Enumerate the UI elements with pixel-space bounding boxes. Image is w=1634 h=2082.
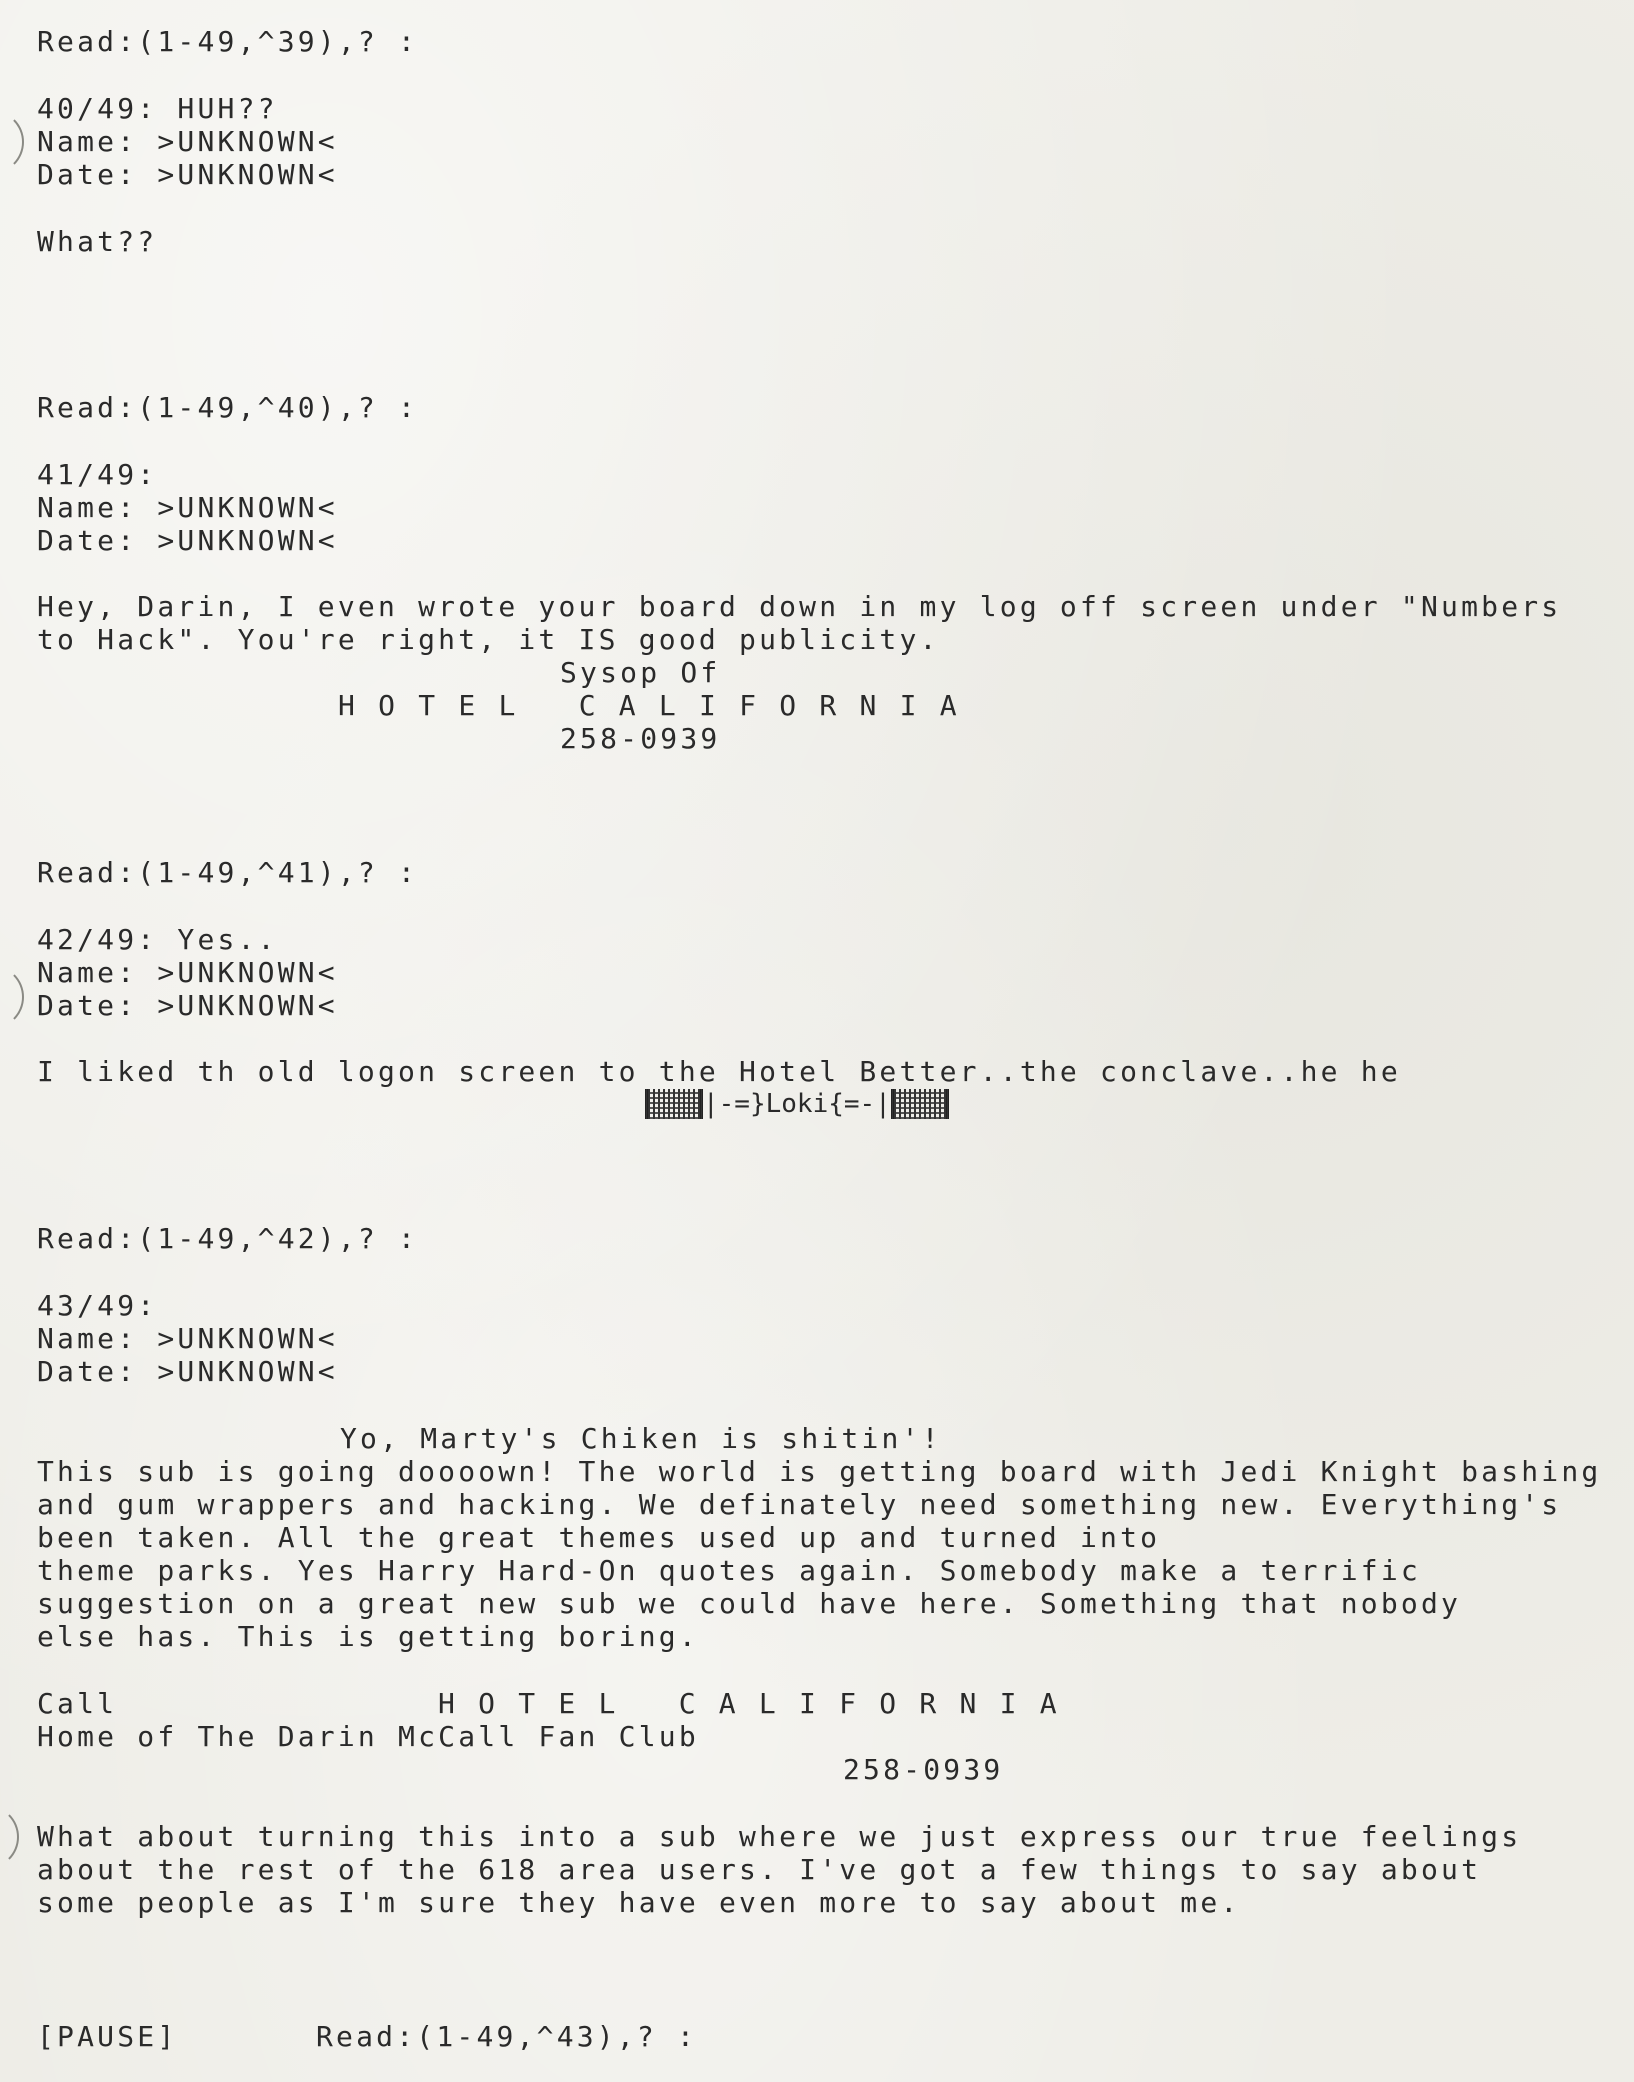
message-date: Date: >UNKNOWN< (37, 158, 338, 191)
message-body-line: suggestion on a great new sub we could have here. Something that nobody (37, 1587, 1462, 1620)
message-body-line: been taken. All the great themes used up and turned into (37, 1521, 1161, 1554)
punch-hole-mark (0, 1805, 19, 1869)
message-date: Date: >UNKNOWN< (37, 989, 338, 1022)
message-header: 42/49: Yes.. (37, 923, 278, 956)
message-body-line: Yo, Marty's Chiken is shitin'! (340, 1422, 942, 1455)
signature-phone: 258-0939 (560, 722, 721, 755)
message-date: Date: >UNKNOWN< (37, 524, 338, 557)
message-body-line: This sub is going doooown! The world is getting board with Jedi Knight bashing (37, 1455, 1602, 1488)
message-body-line: else has. This is getting boring. (37, 1620, 699, 1653)
message-date: Date: >UNKNOWN< (37, 1355, 338, 1388)
message-name: Name: >UNKNOWN< (37, 1322, 338, 1355)
read-prompt: Read:(1-49,^43),? : (316, 2020, 698, 2053)
message-body-line: I liked th old logon screen to the Hotel Better..the conclave..he he (37, 1055, 1401, 1088)
message-header: 43/49: (37, 1289, 158, 1322)
pause-indicator: [PAUSE] (37, 2020, 178, 2053)
signature-phone: 258-0939 (843, 1753, 1004, 1786)
read-prompt: Read:(1-49,^42),? : (37, 1222, 419, 1255)
read-prompt: Read:(1-49,^41),? : (37, 856, 419, 889)
signature-line: Sysop Of (560, 656, 721, 689)
ascii-block-art (645, 1089, 703, 1119)
message-header: 40/49: HUH?? (37, 92, 278, 125)
message-name: Name: >UNKNOWN< (37, 956, 338, 989)
message-body-line: to Hack". You're right, it IS good publicity. (37, 623, 940, 656)
message-name: Name: >UNKNOWN< (37, 125, 338, 158)
read-prompt: Read:(1-49,^40),? : (37, 391, 419, 424)
read-prompt: Read:(1-49,^39),? : (37, 25, 419, 58)
message-body-line: What about turning this into a sub where we just express our true feelings (37, 1820, 1522, 1853)
message-name: Name: >UNKNOWN< (37, 491, 338, 524)
message-body-line: Hey, Darin, I even wrote your board down in my log off screen under "Numbers (37, 590, 1562, 623)
loki-signature-text: |-=}Loki{=-| (703, 1089, 891, 1119)
message-body-line: Call (37, 1687, 118, 1720)
punch-hole-mark (0, 110, 24, 174)
signature-board-name: H O T E L C A L I F O R N I A (438, 1687, 1060, 1720)
message-body-line: theme parks. Yes Harry Hard-On quotes again. Somebody make a terrific (37, 1554, 1421, 1587)
punch-hole-mark (0, 965, 24, 1029)
ascii-block-art (891, 1089, 949, 1119)
message-body-line: some people as I'm sure they have even more to say about me. (37, 1886, 1241, 1919)
message-body-line: What?? (37, 225, 158, 258)
signature-board-name: H O T E L C A L I F O R N I A (338, 689, 960, 722)
message-body-line: and gum wrappers and hacking. We definately need something new. Everything's (37, 1488, 1562, 1521)
message-body-line: Home of The Darin McCall Fan Club (37, 1720, 699, 1753)
message-body-line: about the rest of the 618 area users. I've got a few things to say about (37, 1853, 1482, 1886)
loki-signature (645, 1089, 949, 1119)
message-header: 41/49: (37, 458, 158, 491)
